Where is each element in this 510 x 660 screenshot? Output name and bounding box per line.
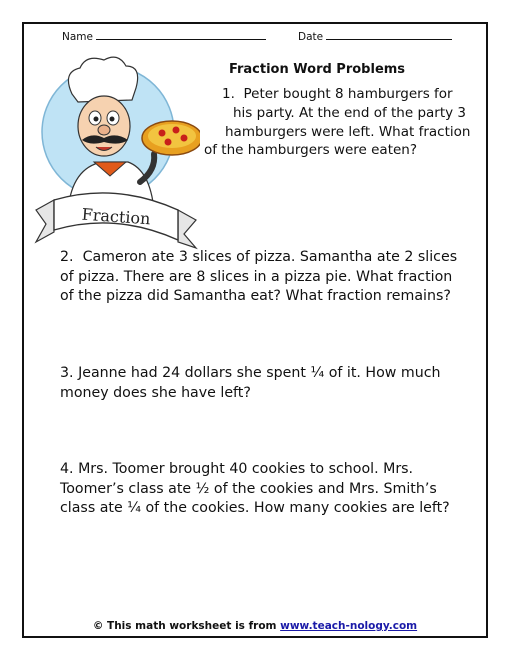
right-pupil — [110, 117, 115, 122]
date-blank-line — [326, 30, 452, 40]
problem-number: 2. — [60, 249, 74, 265]
problem-4 — [60, 460, 458, 519]
problem-text-line: Toomer’s class ate ½ of the cookies and Mrs. Smith’s — [60, 480, 437, 497]
problem-text-line — [60, 364, 458, 384]
name-label: Name — [62, 31, 93, 43]
banner-left-tail — [36, 200, 54, 242]
problem-1-line-2: his party. At the end of the party 3 — [233, 105, 467, 121]
problem-text: Mrs. Toomer brought 40 cookies to school. Mrs. — [78, 461, 414, 477]
teach-nology-link[interactable]: www.teach-nology.com — [280, 620, 418, 632]
date-field — [298, 30, 452, 43]
pepperoni — [181, 135, 188, 142]
left-pupil — [94, 117, 99, 122]
problem-text-line — [60, 460, 458, 480]
banner-label: Fraction — [81, 204, 152, 229]
pepperoni — [159, 130, 166, 137]
problem-text: Jeanne had 24 dollars she spent ¼ of it. How much — [78, 365, 441, 381]
problem-2 — [60, 248, 458, 307]
name-field — [62, 30, 266, 43]
chef-hat-icon — [68, 57, 137, 102]
pizza-cheese — [148, 124, 196, 148]
problem-1 — [222, 85, 453, 104]
problem-number: 4. — [60, 461, 74, 477]
pepperoni — [165, 139, 172, 146]
problem-number: 1. — [222, 86, 235, 102]
banner-right-tail — [178, 210, 196, 248]
problem-3 — [60, 364, 458, 403]
problem-text-line: money does she have left? — [60, 384, 251, 401]
problem-text-line — [60, 248, 458, 268]
problem-text: Cameron ate 3 slices of pizza. Samantha ate 2 slices — [82, 249, 458, 265]
problem-1-line-3: hamburgers were left. What fraction — [225, 124, 471, 140]
problem-1-line-4: of the hamburgers were eaten? — [204, 142, 418, 158]
page-title: Fraction Word Problems — [228, 62, 406, 77]
chef-nose — [98, 125, 110, 135]
problem-text-line: of the pizza did Samantha eat? What fraction remains? — [60, 288, 451, 304]
date-label: Date — [298, 31, 324, 43]
footer-text: © This math worksheet is from — [92, 620, 281, 632]
problem-text-line: Peter bought 8 hamburgers for — [243, 86, 453, 102]
pepperoni — [173, 127, 180, 134]
chef-illustration — [32, 50, 200, 250]
problem-text-line: of pizza. There are 8 slices in a pizza pie. What fraction — [60, 268, 453, 285]
copyright-footer — [0, 620, 510, 632]
problem-text-line: class ate ¼ of the cookies. How many cookies are left? — [60, 500, 450, 516]
problem-number: 3. — [60, 365, 74, 381]
name-blank-line — [96, 30, 266, 40]
